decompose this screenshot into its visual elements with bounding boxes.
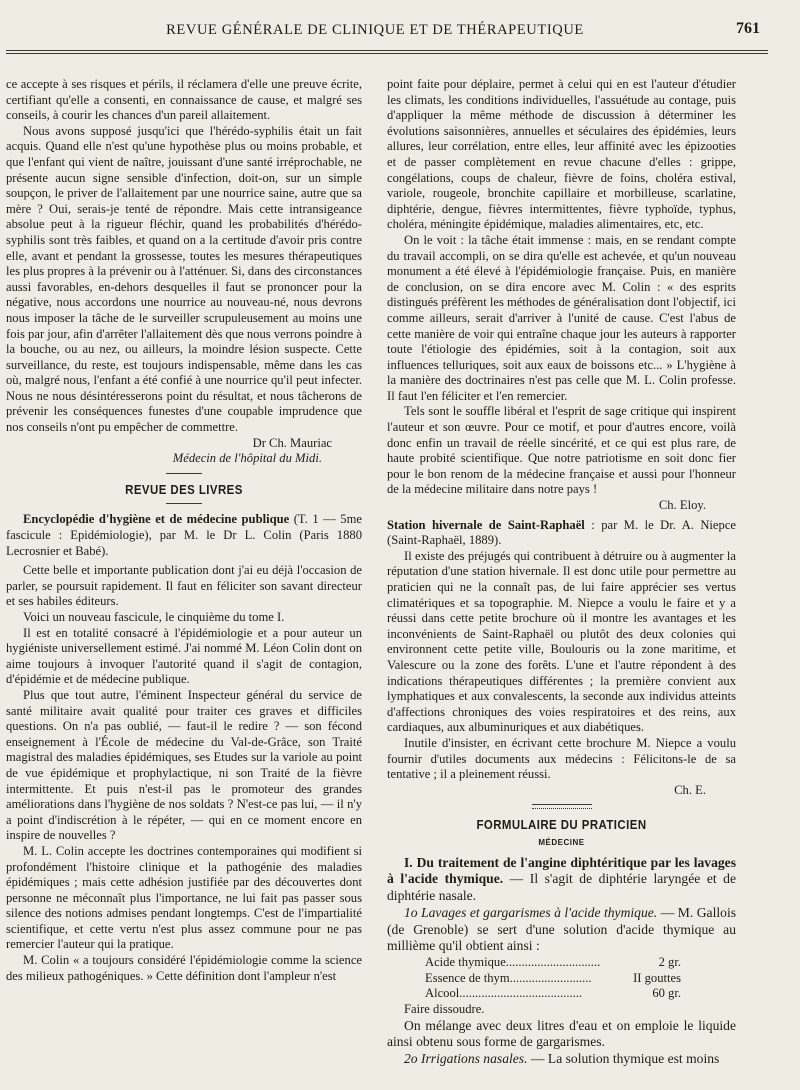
paragraph: Il existe des préjugés qui contribuent à détruire ou à augmenter la réputation d'une station hivernale. Il est donc utile pour permettre au praticien qui ne la connaît pas, de lui faire apprécier ses vertus climatériques et sa topographie. M. Niepce a voulu le faire et y a réussi dans cette petite brochure où il montre les avantages et les inconvénients de Saint-Raphaël ou plutôt des deux colonies qui environnent cette petite ville, Boulouris ou la zone maritime, et Valescure ou la zone des forêts. L'une et l'autre répondent à des indications thérapeutiques différentes ; la première convient aux lymphatiques et aux convalescents, la seconde aux individus atteints d'affections chroniques des voies respiratoires et des reins, aux cardiaques, aux albuminuriques et aux diabétiques. bbox=[387, 548, 736, 735]
paragraph: Tels sont le souffle libéral et l'esprit de sage critique qui inspirent l'auteur et son œuvre. Pour ce motif, et pour d'autres encore, voilà donc enfin un travail de réelle sincérité, et ce qui est plus rare, de haute probité scientifique. Que notre patriotisme en soit donc fier pour le bon renom de la médecine française et aussi pour l'honneur de la médecine militaire dans notre pays ! bbox=[387, 404, 736, 497]
author-signature: Ch. Eloy. bbox=[658, 498, 706, 513]
paragraph: M. Colin « a toujours considéré l'épidémiologie comme la science des milieux pathogéniques. » Cette définition dont l'ampleur n'est bbox=[6, 953, 362, 983]
recipe-instruction: Faire dissoudre. bbox=[404, 1002, 485, 1017]
book-title: Station hivernale de Saint-Raphaël bbox=[387, 517, 585, 532]
page-number: 761 bbox=[736, 20, 760, 37]
section-subheading: MÉDECINE bbox=[538, 837, 585, 847]
paragraph: point faite pour déplaire, permet à celui qui en est l'auteur d'étudier les climats, les conditions individuelles, l'assuétude au contage, puis d'appliquer la même méthode de discussion à déterminer les évolutions saisonnières, annuelles et séculaires des épidémies, leurs allures, leur corrélation, entre elles, leur affinité avec les épizooties et de passer complètement en revue chacune d'elles : grippe, congélations, coups de chaleur, fièvre de foins, choléra estival, variole, rougeole, bronchite capillaire et morbilleuse, scarlatine, diphtérie, dengue, fièvres intermittentes, fièvre typhoïde, typhus, choléra, méningite épidémique, maladies alimentaires, etc, etc. bbox=[387, 77, 736, 232]
paragraph: M. L. Colin accepte les doctrines contemporaines qui modifient si profondément l'histoire clinique et la pathogénie des maladies épidémiques ; mais cette adhésion justifiée par des découvertes dont personne ne méconnaît plus l'importance, ne lui fait pas passer sous silence des notions admises pendant longtemps. C'est de l'impartialité scientifique, et cette vertu n'est plus assez commune pour ne pas remercier l'auteur qui la pratique. bbox=[6, 843, 362, 952]
recipe-row bbox=[425, 986, 736, 1002]
section-heading: FORMULAIRE DU PRATICIEN bbox=[476, 817, 647, 833]
paragraph: Il est en totalité consacré à l'épidémiologie et a pour auteur un hygiéniste universellement estimé. J'ai nommé M. Léon Colin dont on aime toujours à invoquer l'autorité quand il s'agit de contagion, d'épidémie et de médecine publique. bbox=[6, 625, 362, 687]
formulary-item-title: 2o Irrigations nasales. bbox=[404, 1051, 528, 1067]
formulary-item-text: — Il s'agit de diphtérie laryngée et de diphtérie nasale. bbox=[387, 871, 736, 904]
ingredient: Acide thymique.............................. bbox=[425, 955, 601, 970]
recipe-row bbox=[425, 955, 736, 971]
running-head bbox=[0, 0, 800, 58]
book-review-entry bbox=[387, 518, 736, 549]
paragraph: ce accepte à ses risques et périls, il réclamera d'elle une preuve écrite, certifiant qu'elle a consenti, en connaissance de cause, et malgré ses conseils, à courir les chances d'un pareil allaitement. bbox=[6, 77, 362, 123]
paragraph: On le voit : la tâche était immense : mais, en se rendant compte du travail accompli, on se dira qu'elle est achevée, et qu'un nouveau monument a été élevé à l'épidémiologie française. Puis, en manière de conclusion, on se dira encore avec M. Colin : « des esprits distingués préfèrent les méthodes de généralisation dont l'objectif, ici comme ailleurs, serait d'arriver à l'unité de cause. C'est l'abus de cette manière de voir qui entraîne chaque jour les auteurs à rapporter toute l'étiologie des épidémies, soit à la contagion, soit aux influences telluriques, soit aux eaux de boissons etc... » L'hygiène à la manière des doctrinaires n'est pas celle que M. L. Colin professe. Il faut l'en féliciter et l'en remercier. bbox=[387, 232, 736, 403]
paragraph: On mélange avec deux litres d'eau et on emploie le liquide ainsi obtenu sous forme de gargarismes. bbox=[387, 1017, 736, 1050]
paragraph: Nous avons supposé jusqu'ici que l'hérédo-syphilis était un fait acquis. Quand elle n'est qu'une hypothèse plus ou moins probable, et que l'enfant qui vient de naître, jouissant d'une santé irréprochable, ne présente aucun signe sensible d'infection, doit-on, sur un simple soupçon, le priver de l'allaitement par une nourrice saine, autre que sa mère ? Oui, serais-je tenté de répondre. Mais cette intransigeance absolue peut à la rigueur fléchir, quand les probabilités d'hérédo-syphilis sont très faibles, et quand on a la certitude d'avoir pris contre elle, avant et pendant la grossesse, toutes les mesures thérapeutiques les plus propres à la prévenir ou à l'atténuer. Si, dans des circonstances aussi favorables, en-dehors desquelles il faut se prononcer pour la négative, nous accordons une nourrice au nouveau-né, nous devrons nous imposer la tâche de le surveiller scrupuleusement au moins une fois par jour, afin d'arrêter l'allaitement dès que nous verrons poindre à la bouche, ou au nez, ou ailleurs, la moindre lésion suspecte. Cette surveillance, du reste, est toujours indispensable, même dans les cas où, malgré nous, l'enfant a été confié à une nourrice qu'il peut infecter. Nous ne nous désintéresserons point du résultat, et nous tâcherons de prévenir les conséquences funestes d'une coupable imprudence que nos conseils n'ont pu empêcher de commettre. bbox=[6, 123, 362, 435]
book-title: Encyclopédie d'hygiène et de médecine publique bbox=[23, 512, 290, 527]
author-signature: Ch. E. bbox=[674, 782, 706, 797]
formulary-item-text: — M. Gallois (de Grenoble) se sert d'une solution d'acide thymique au millième qu'il obtient ainsi : bbox=[387, 904, 737, 954]
paragraph: Cette belle et importante publication dont j'ai eu déjà l'occasion de parler, se poursuit rapidement. Il faut en féliciter son savant directeur et ses habiles éditeurs. bbox=[6, 563, 362, 609]
book-details: (T. 1 — 5me fascicule : Epidémiologie), par M. le Dr L. Colin (Paris 1880 Lecrosnier et Babé). bbox=[6, 512, 362, 558]
formulary-item bbox=[387, 905, 736, 955]
formulary-item-title: I. Du traitement de l'angine diphtéritique par les lavages à l'acide thymique. bbox=[387, 854, 736, 887]
ingredient: Alcool....................................... bbox=[425, 986, 583, 1001]
formulary-item-text: — La solution thymique est moins bbox=[527, 1051, 720, 1067]
book-review-entry bbox=[6, 512, 362, 559]
author-title: Médecin de l'hôpital du Midi. bbox=[172, 451, 322, 466]
section-heading: REVUE DES LIVRES bbox=[125, 481, 243, 497]
recipe-row bbox=[425, 971, 736, 987]
formulary-item bbox=[387, 1051, 736, 1068]
right-column bbox=[387, 77, 736, 1068]
quantity: II gouttes bbox=[633, 970, 681, 985]
section-divider bbox=[166, 503, 202, 504]
paragraph: Inutile d'insister, en écrivant cette brochure M. Niepce a voulu fournir d'utiles documents aux médecins : Félicitons-le de sa tentative ; il a pleinement réussi. bbox=[387, 735, 736, 782]
paragraph: Plus que tout autre, l'éminent Inspecteur général du service de santé militaire avait qualité pour traiter ces graves et difficiles questions. On n'a pas oublié, — faut-il le redire ? — son fécond enseignement à l'École de médecine du Val-de-Grâce, son Traité magistral des maladies épidémiques, ses Etudes sur la variole au point de vue épidémique et prophylactique, ni son Traité de la fièvre intermittente. Et puis n'est-il pas le promoteur des grandes améliorations dans l'hygiène de nos soldats ? N'est-ce pas lui, — il n'y a point d'indiscrétion à le répéter, — qui en ce moment encore en inspire de nouvelles ? bbox=[6, 687, 362, 843]
book-details: : par M. le Dr. A. Niepce (Saint-Raphaël, 1889). bbox=[387, 517, 736, 548]
section-divider bbox=[166, 473, 202, 474]
section-divider bbox=[532, 804, 592, 809]
left-column bbox=[6, 77, 362, 984]
recipe-table bbox=[387, 955, 736, 1002]
quantity: 60 gr. bbox=[652, 986, 681, 1001]
formulary-item bbox=[387, 855, 736, 905]
journal-title: REVUE GÉNÉRALE DE CLINIQUE ET DE THÉRAPEUTIQUE bbox=[166, 22, 584, 38]
author-signature: Dr Ch. Mauriac bbox=[252, 435, 332, 450]
quantity: 2 gr. bbox=[658, 955, 681, 970]
header-rule bbox=[6, 50, 768, 54]
ingredient: Essence de thym.......................... bbox=[425, 970, 592, 985]
paragraph: Voici un nouveau fascicule, le cinquième du tome I. bbox=[23, 610, 285, 624]
formulary-item-title: 1o Lavages et gargarismes à l'acide thymique. bbox=[404, 904, 658, 920]
